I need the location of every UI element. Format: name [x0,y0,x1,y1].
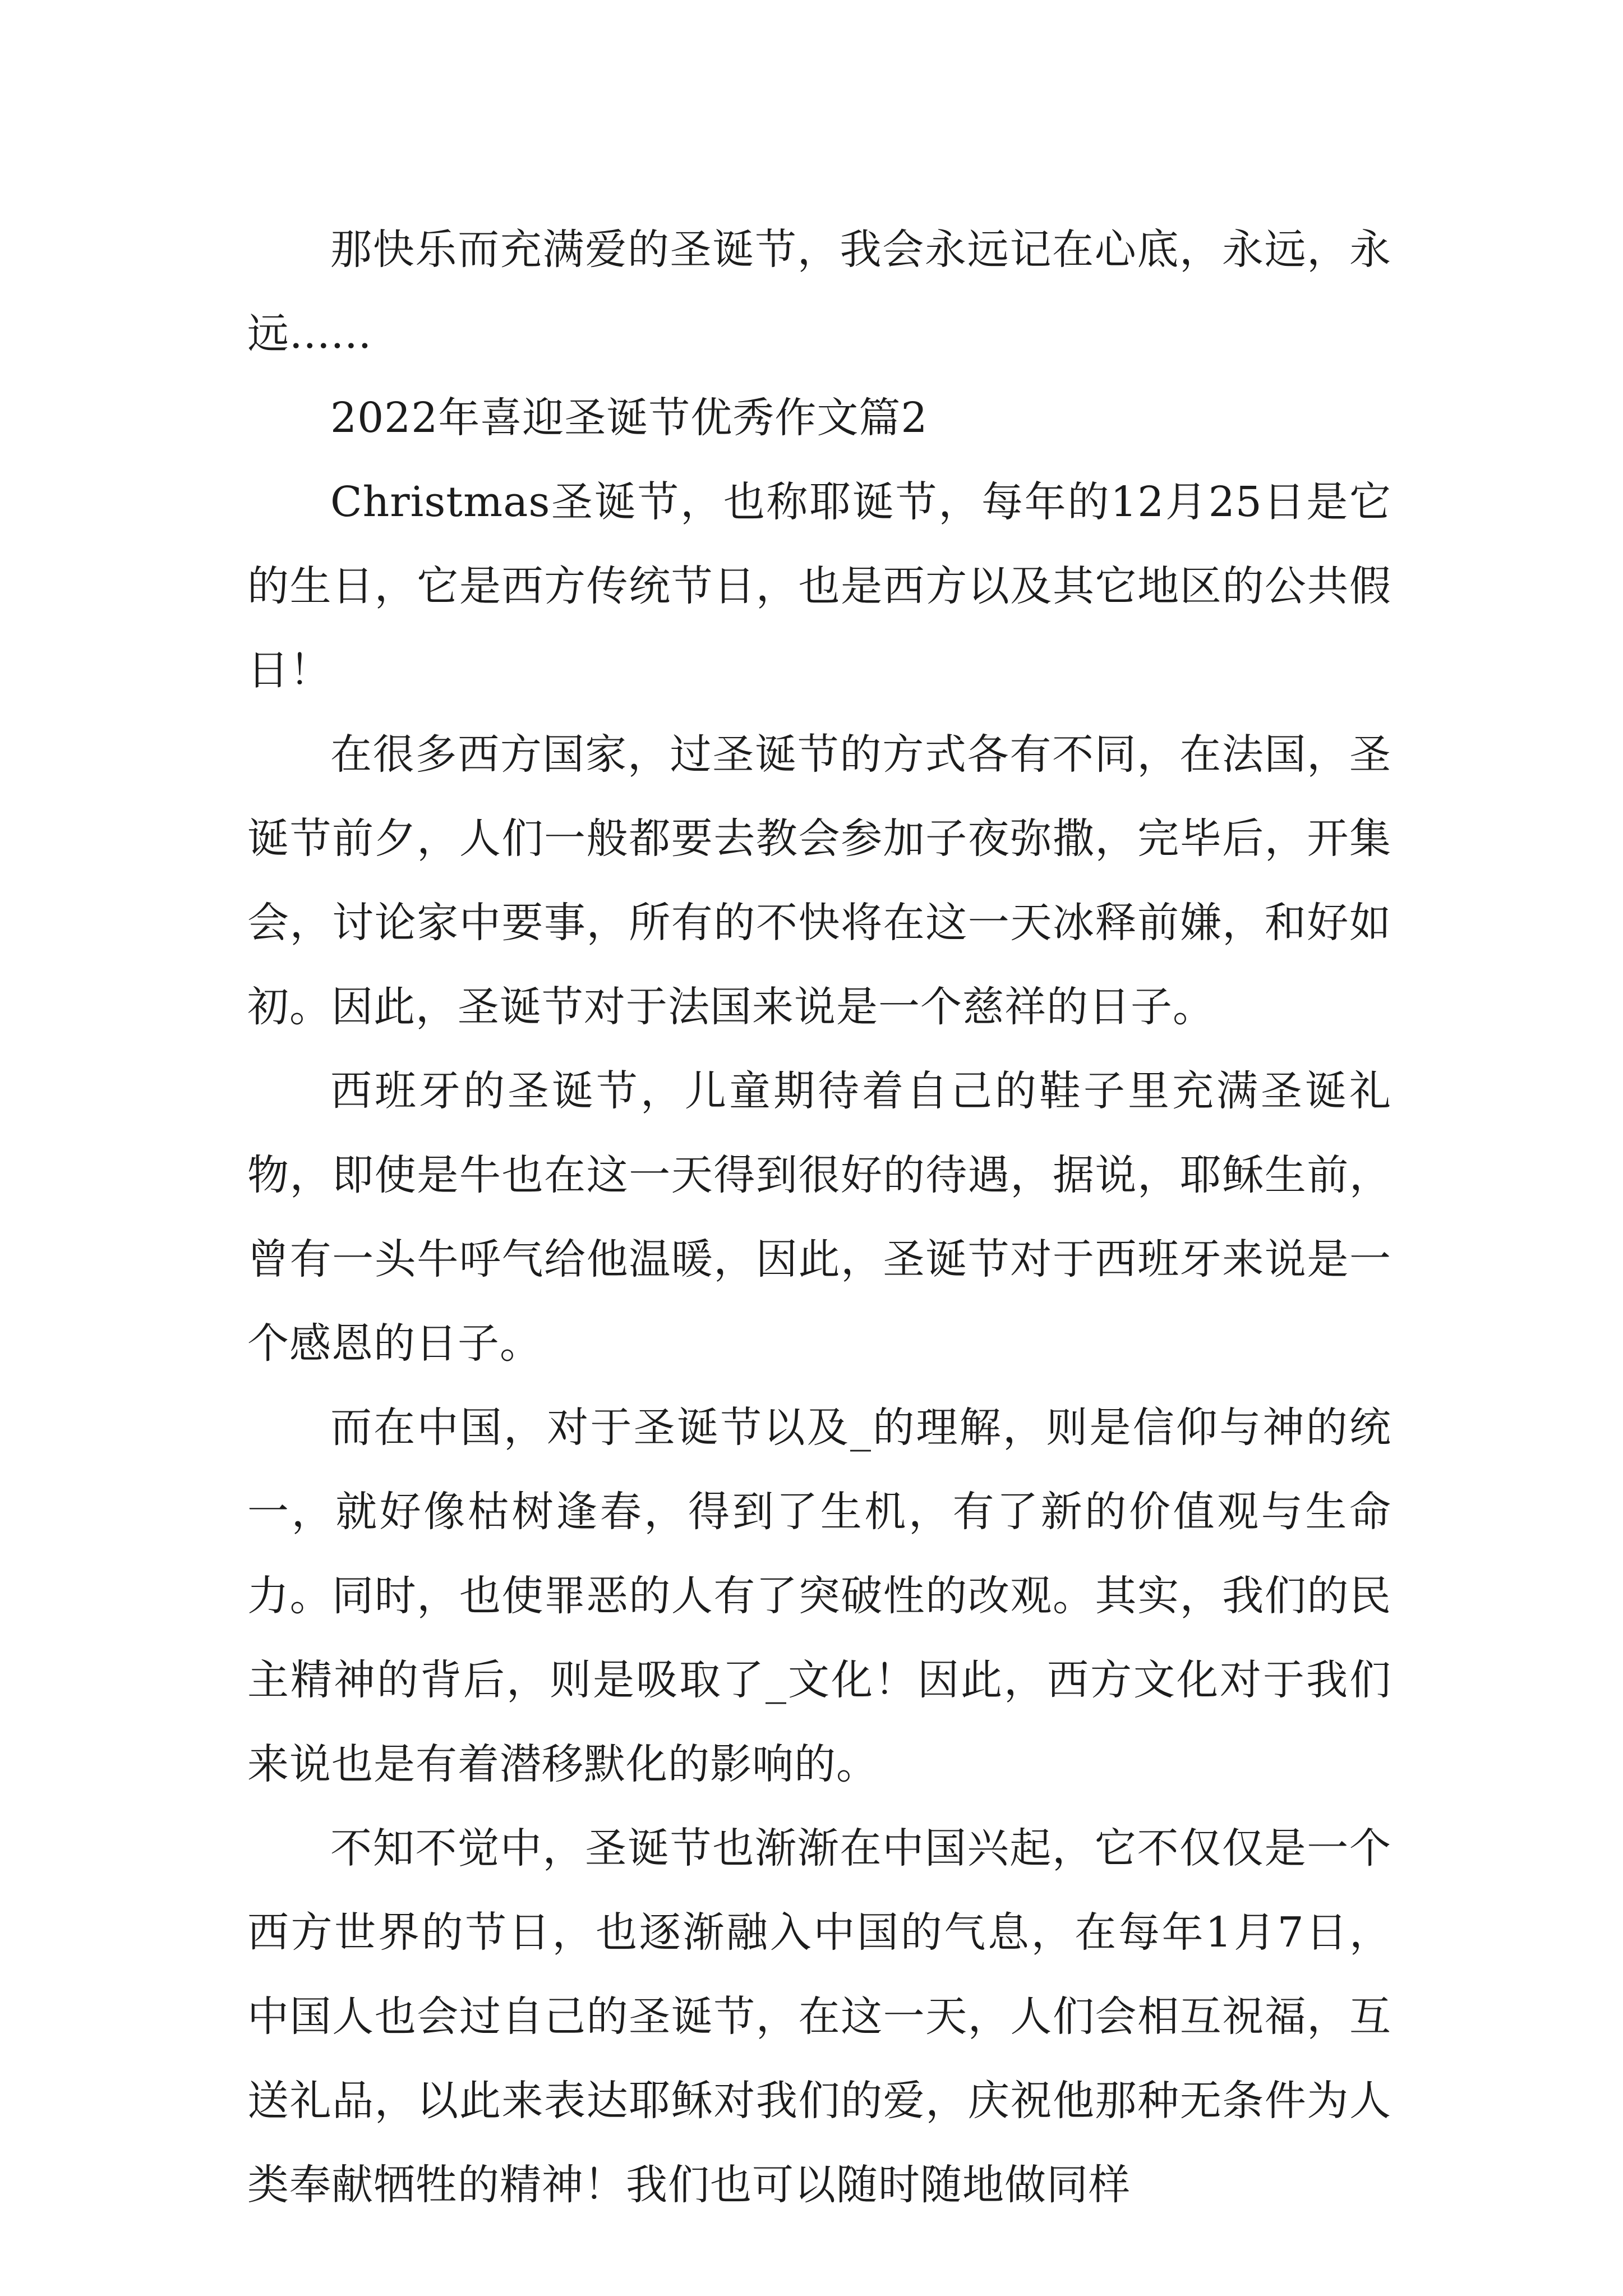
paragraph-rise: 不知不觉中，圣诞节也渐渐在中国兴起，它不仅仅是一个西方世界的节日，也逐渐融入中国的气息，在每年1月7日，中国人也会过自己的圣诞节，在这一天，人们会相互祝福，互送礼品，以此来表达耶稣对我们的爱，庆祝他那种无条件为人类奉献牺牲的精神！我们也可以随时随地做同样 [247,1824,1391,2209]
paragraph-france: 在很多西方国家，过圣诞节的方式各有不同，在法国，圣诞节前夕，人们一般都要去教会参加子夜弥撒，完毕后，开集会，讨论家中要事，所有的不快将在这一天冰释前嫌，和好如初。因此，圣诞节对于法国来说是一个慈祥的日子。 [247,730,1391,1031]
paragraph-intro: Christmas圣诞节，也称耶诞节，每年的12月25日是它的生日，它是西方传统节日，也是西方以及其它地区的公共假日！ [247,478,1391,694]
paragraph-spain: 西班牙的圣诞节，儿童期待着自己的鞋子里充满圣诞礼物，即使是牛也在这一天得到很好的待遇，据说，耶稣生前，曾有一头牛呼气给他温暖，因此，圣诞节对于西班牙来说是一个感恩的日子。 [247,1067,1391,1368]
paragraph-closing: 那快乐而充满爱的圣诞节，我会永远记在心底，永远，永远...... [247,226,1391,358]
essay-heading: 2022年喜迎圣诞节优秀作文篇2 [330,394,928,442]
paragraph-china: 而在中国，对于圣诞节以及_的理解，则是信仰与神的统一，就好像枯树逢春，得到了生机，有了新的价值观与生命力。同时，也使罪恶的人有了突破性的改观。其实，我们的民主精神的背后，则是吸取了_文化！因此，西方文化对于我们来说也是有着潜移默化的影响的。 [247,1404,1391,1788]
document-body [247,208,1391,2227]
